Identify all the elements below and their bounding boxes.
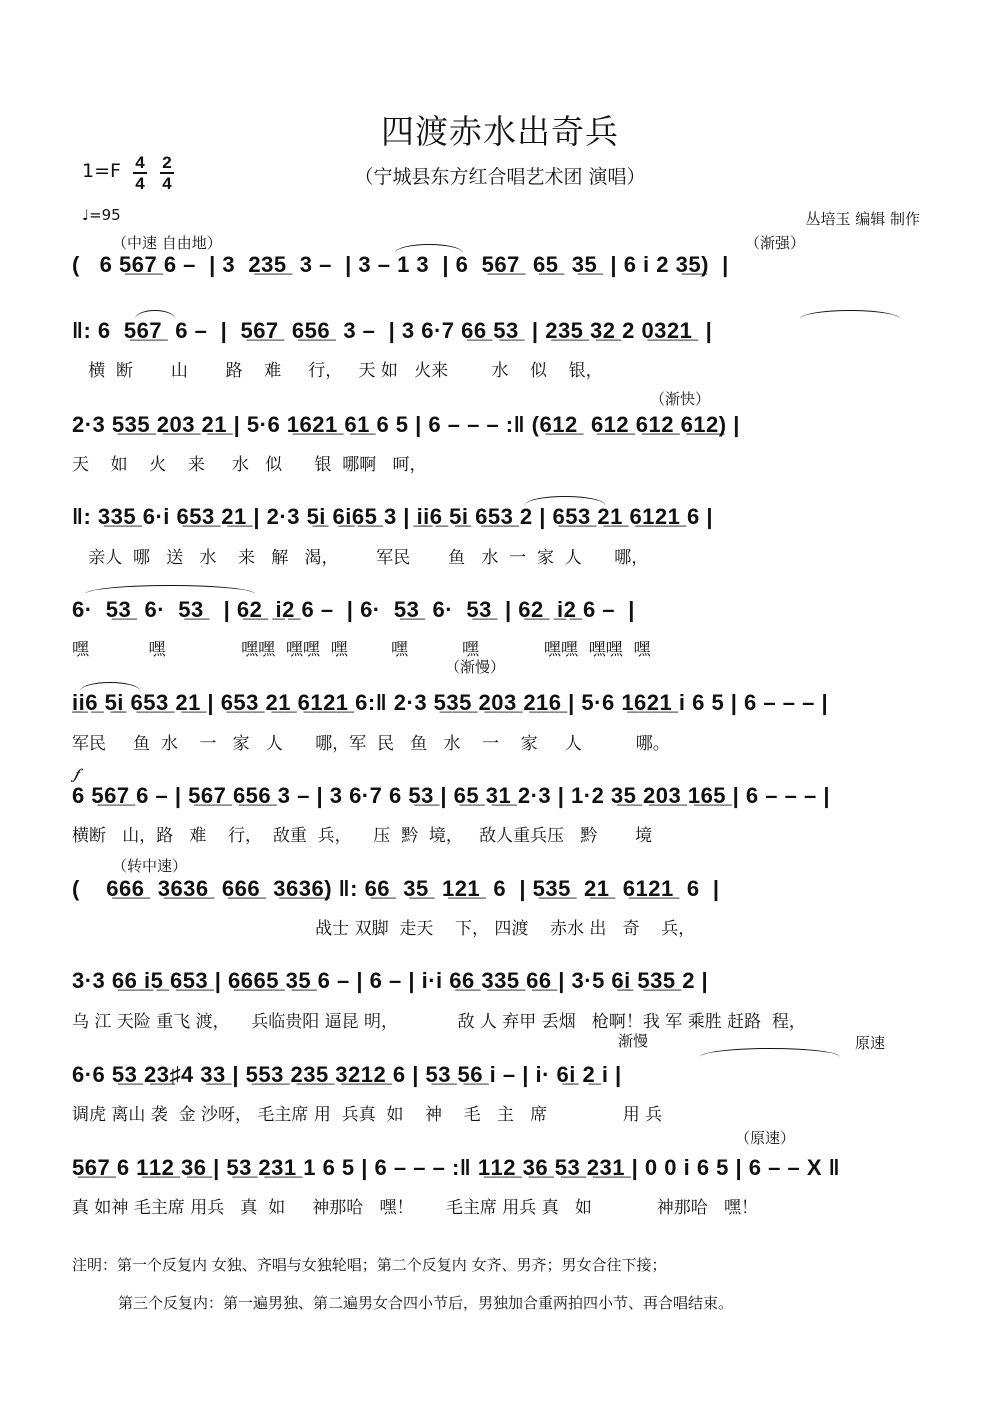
annotation-crescendo: （渐强） <box>745 234 806 252</box>
performer-subtitle: （宁城县东方红合唱艺术团 演唱） <box>354 166 646 188</box>
notation-row-11: 5̲6̲7̲ 6 1̲1̲2̲ 3̲6̲ | 5̲3̲ 2̲3̲1̲ 1 6 5 | 6 – – – :‖ 1̲1̲2̲ 3̲6̲ 5̲3̲ 2̲3̲1̲ | 0 0 i 6 5 | 6 – – X ‖ <box>72 1155 841 1180</box>
footnote-2: 第三个反复内：第一遍男独、第二遍男女合四小节后，男独加合重两拍四小节、再合唱结束。 <box>118 1294 734 1312</box>
slur-mark <box>80 682 140 691</box>
slur-mark <box>525 496 605 505</box>
key-signature: 1=F <box>82 160 121 182</box>
notation-row-8: ( 6̲6̲6̲ 3̲6̲3̲6̲ 6̲6̲6̲ 3̲6̲3̲6̲) ‖: 6̲6̲ 3̲5̲ 1̲2̲1̲ 6 | 5̲3̲5̲ 2̲1̲ 6̲1̲2̲1̲ 6 | <box>72 876 720 901</box>
notation-row-5: 6· 5̲3̲ 6· 5̲3̲ | 6̲2̲ i̲2̲ 6 – | 6· 5̲3̲ 6· 5̲3̲ | 6̲2̲ i̲2̲ 6 – | <box>72 597 635 622</box>
annotation-slowing: 渐慢 <box>618 1032 649 1050</box>
time-signature-4-4: 4 4 <box>133 154 147 192</box>
slur-mark <box>135 310 175 319</box>
annotation-accelerando: （渐快） <box>650 390 711 408</box>
annotation-moderato: （转中速） <box>112 857 188 875</box>
notation-row-7: 6 5̲6̲7̲ 6 – | 5̲6̲7̲ 6̲5̲6̲ 3 – | 3 6·7 6 5̲3̲ | 6̲5̲ 3̲1̲ 2·3 | 1·2 3̲5̲ 2̲0̲3̲ 1̲6̲5̲ | 6 – – – | <box>72 783 830 808</box>
notation-row-3: 2·3 5̲3̲5̲ 2̲0̲3̲ 2̲1̲ | 5·6 1̲6̲2̲1̲ 6̲1̲ 6 5 | 6 – – – :‖ (6̲1̲2̲ 6̲1̲2̲ 6̲1̲2̲ 6̲1̲2̲) | <box>72 412 740 437</box>
slur-mark <box>85 585 255 594</box>
tempo-marking: ♩=95 <box>82 206 121 224</box>
time-signature-2-4: 2 4 <box>160 154 174 192</box>
lyrics-row-4: 亲人 哪 送 水 来 解 渴， 军民 鱼 水 一 家 人 哪， <box>72 548 649 568</box>
lyrics-row-2: 横 断 山 路 难 行， 天 如 火来 水 似 银， <box>72 361 603 381</box>
lyrics-row-11: 真 如神 毛主席 用兵 真 如 神那哈 嘿！ 毛主席 用兵 真 如 神那哈 嘿！ <box>72 1198 758 1218</box>
slur-mark <box>395 244 463 253</box>
slur-mark <box>700 1048 840 1057</box>
lyrics-row-5: 嘿 嘿 嘿嘿 嘿嘿 嘿 嘿 嘿 嘿嘿 嘿嘿 嘿 <box>72 640 651 660</box>
notation-row-4: ‖: 3̲3̲5̲ 6·i 6̲5̲3̲ 2̲1̲ | 2·3 5̲i̲ 6̲i̲6̲5̲ 3 | i̲i̲6̲ 5̲i̲ 6̲5̲3̲ 2 | 6̲5̲3̲ 2̲1̲ 6̲1̲2̲1̲ 6 | <box>72 504 713 529</box>
notation-row-10: 6·6 5̲3̲ 2̲3̲♯4 3̲3̲ | 5̲5̲3̲ 2̲3̲5̲ 3̲2̲1̲2̲ 6 | 5̲3̲ 5̲6̲ i – | i· 6̲i̲ 2̲ i | <box>72 1062 622 1087</box>
annotation-a-tempo-2: （原速） <box>735 1129 796 1147</box>
lyrics-row-3: 天 如 火 来 水 似 银 哪啊 呵， <box>72 455 427 475</box>
lyrics-row-7: 横断 山，路 难 行， 敌重 兵， 压 黔 境， 敌人重兵压 黔 境 <box>72 826 653 846</box>
notation-row-2: ‖: 6 5̲6̲7̲ 6 – | 5̲6̲7̲ 6̲5̲6̲ 3 – | 3 6·7 6̲6̲ 5̲3̲ | 2̲3̲5̲ 3̲2̲ 2 0̲3̲2̲1̲ | <box>72 318 713 343</box>
lyrics-row-10: 调虎 离山 袭 金 沙呀， 毛主席 用 兵真 如 神 毛 主 席 用 兵 <box>72 1105 663 1125</box>
lyrics-row-9: 乌 江 天险 重飞 渡， 兵临贵阳 逼昆 明， 敌 人 弃甲 丢烟 枪啊！我 军 乘胜 赶路 程， <box>72 1012 806 1032</box>
lyrics-row-8: 战士 双脚 走天 下， 四渡 赤水 出 奇 兵， <box>72 919 696 939</box>
annotation-a-tempo: 原速 <box>855 1034 886 1052</box>
lyrics-row-6: 军民 鱼 水 一 家 人 哪，军 民 鱼 水 一 家 人 哪。 <box>72 734 670 754</box>
notation-row-1: ( 6 5̲6̲7̲ 6 – | 3 2̲3̲5̲ 3 – | 3 – 1 3 | 6 5̲6̲7̲ 6̲5̲ 3̲5̲ | 6 i 2 3̲5̲) | <box>72 252 729 277</box>
song-title: 四渡赤水出奇兵 <box>381 112 619 151</box>
annotation-forte: 𝆑 <box>74 765 79 783</box>
notation-row-6: i̲i̲6̲ 5̲i̲ 6̲5̲3̲ 2̲1̲ | 6̲5̲3̲ 2̲1̲ 6̲1̲2̲1̲ 6:‖ 2·3 5̲3̲5̲ 2̲0̲3̲ 2̲1̲6̲ | 5·6 1̲6̲2̲1̲ i 6 5 | 6 – – – | <box>72 690 829 715</box>
annotation-ritardando: （渐慢） <box>445 658 506 676</box>
editor-credit: 丛培玉 编辑 制作 <box>805 210 920 228</box>
annotation-free-tempo: （中速 自由地） <box>112 234 222 252</box>
footnote-1: 注明：第一个反复内 女独、齐唱与女独轮唱；第二个反复内 女齐、男齐；男女合往下接； <box>72 1256 667 1274</box>
slur-mark <box>800 310 900 319</box>
notation-row-9: 3·3 6̲6̲ i̲5̲ 6̲5̲3̲ | 6̲6̲6̲5̲ 3̲5̲ 6 – | 6 – | i·i 6̲6̲ 3̲3̲5̲ 6̲6̲ | 3·5 6̲i̲ 5̲3̲5̲ 2 | <box>72 968 709 993</box>
